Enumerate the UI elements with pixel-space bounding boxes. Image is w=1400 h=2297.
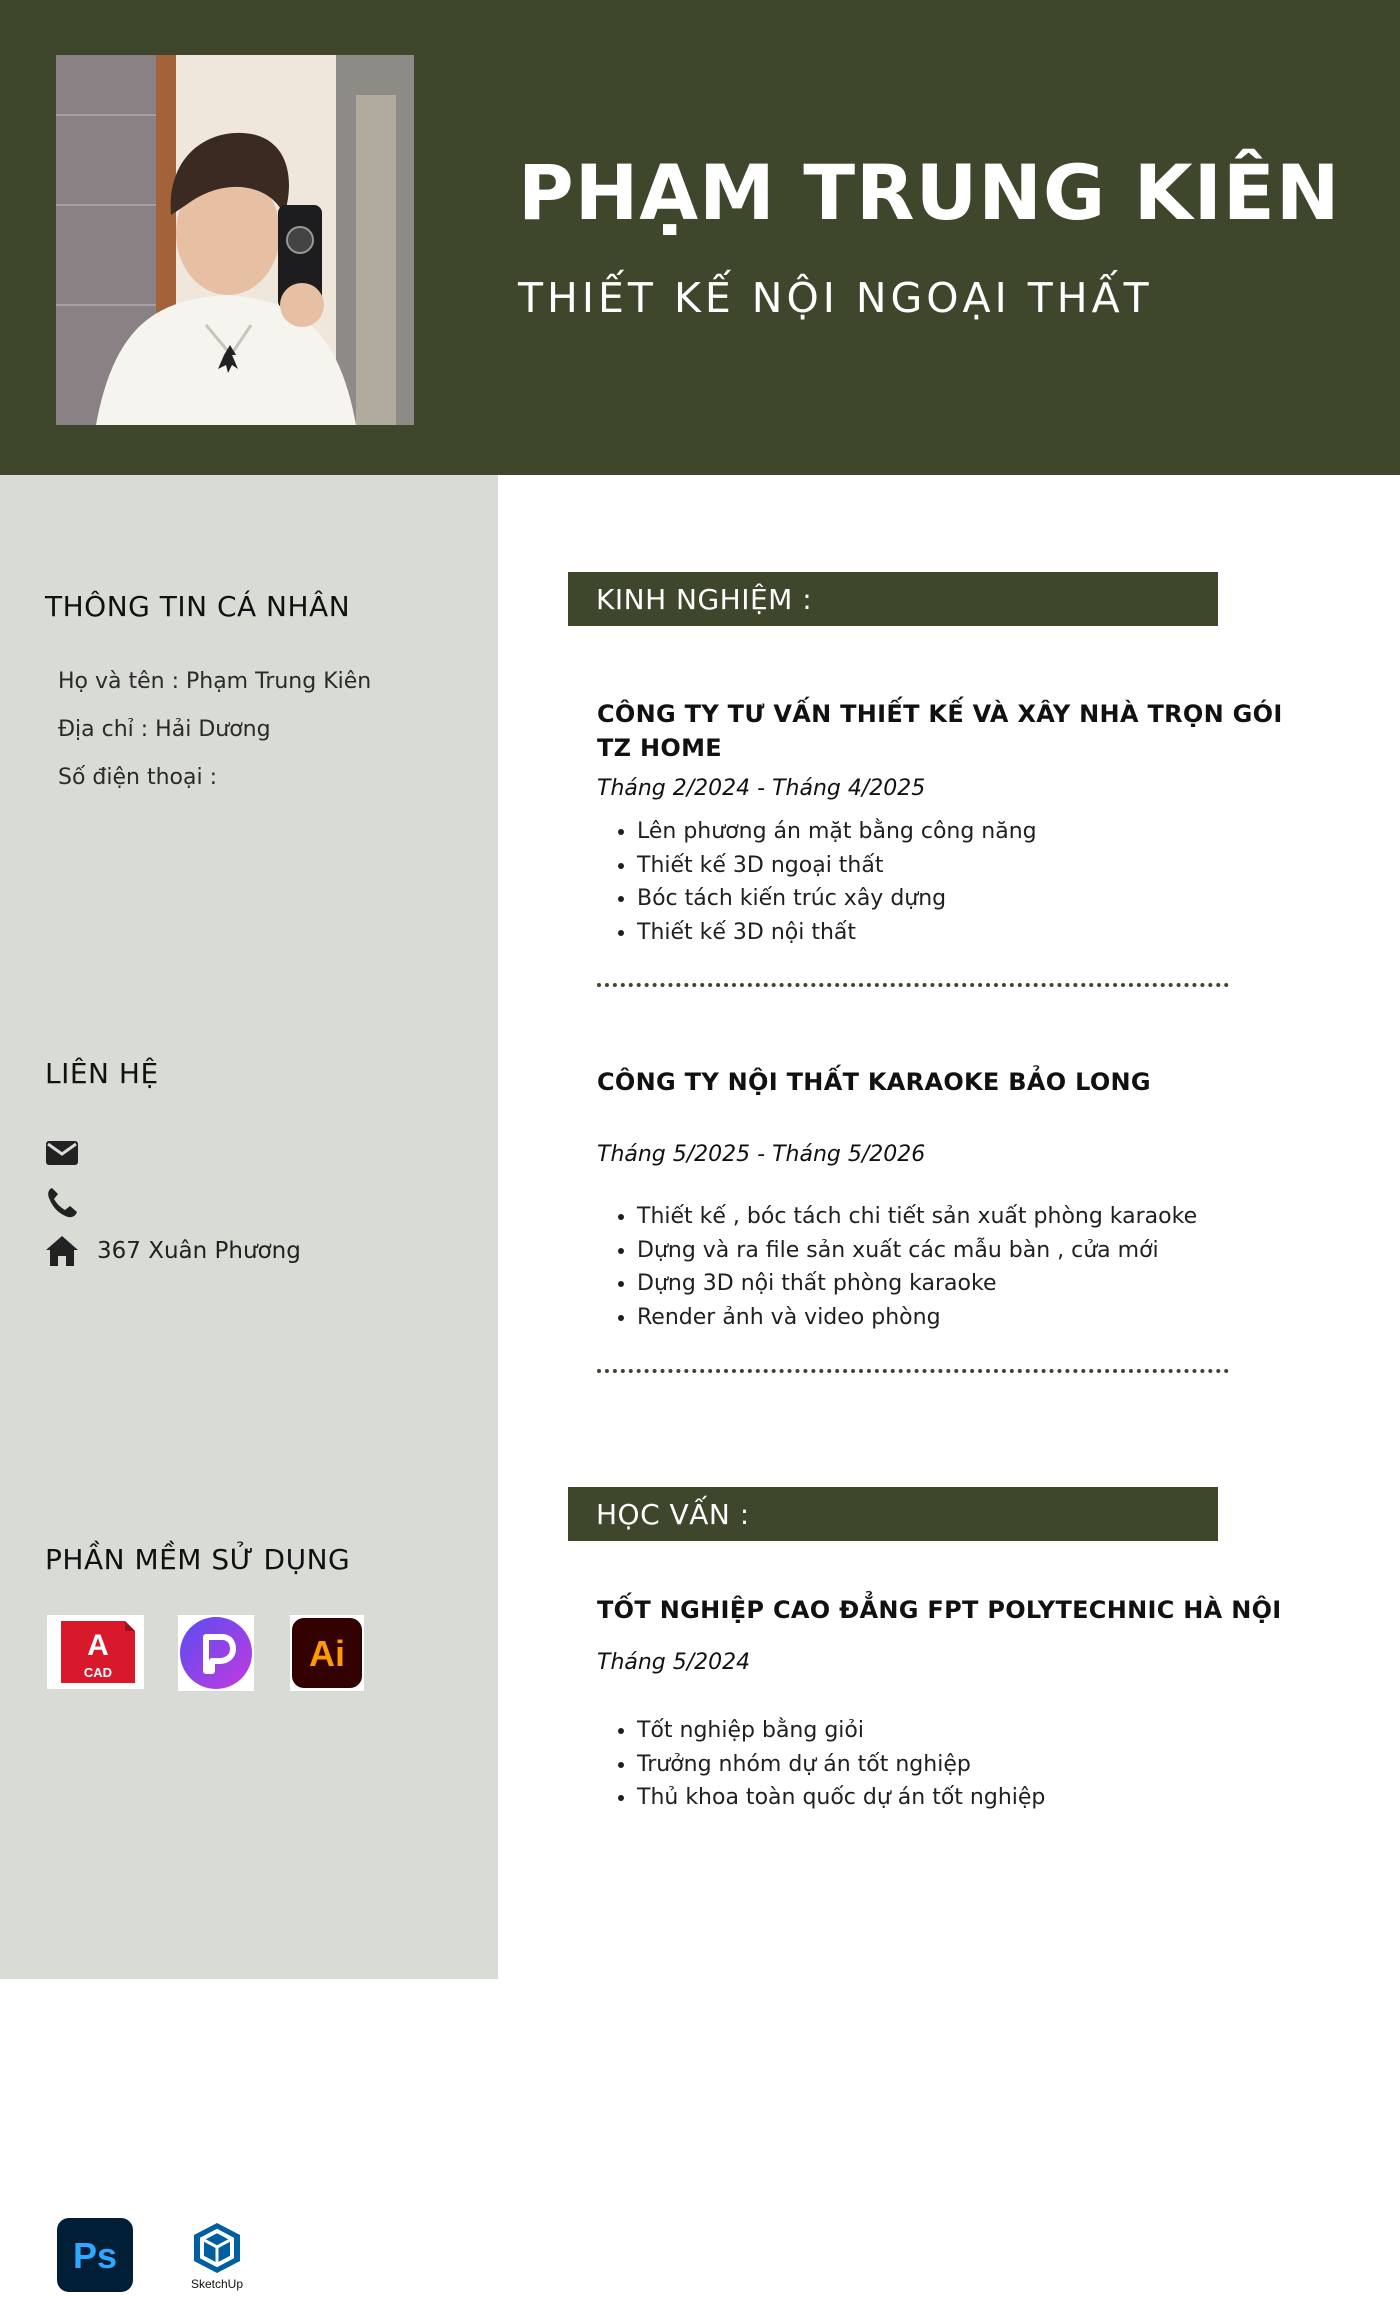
job-2-period: Tháng 5/2025 - Tháng 5/2026 [597,1142,926,1167]
personal-phone-line: Số điện thoại : [58,765,217,790]
sketchup-icon [180,2217,254,2293]
photoshop-icon [57,2218,133,2292]
sidebar [0,475,498,2291]
education-achievements [597,1714,1337,1815]
list-item: • Bóc tách kiến trúc xây dựng [637,882,1337,916]
candidate-name: PHẠM TRUNG KIÊN [518,148,1341,237]
job-1-duties [597,815,1337,949]
profile-photo [56,55,414,425]
header [0,0,1400,475]
personal-address-line: Địa chỉ : Hải Dương [58,717,271,742]
svg-text:CAD: CAD [83,1665,113,1680]
sketchup-label: SketchUp [190,2277,244,2291]
contact-heading: LIÊN HỆ [45,1057,159,1090]
home-icon [45,1234,79,1268]
contact-address-row [45,1233,301,1269]
job-2-company: CÔNG TY NỘI THẤT KARAOKE BẢO LONG [597,1068,1151,1096]
list-item: • Thiết kế 3D nội thất [637,916,1337,950]
list-item: • Dựng 3D nội thất phòng karaoke [637,1267,1337,1301]
list-item: • Render ảnh và video phòng [637,1301,1337,1335]
list-item: • Trưởng nhóm dự án tốt nghiệp [637,1748,1337,1782]
personal-info-heading: THÔNG TIN CÁ NHÂN [45,590,351,623]
list-item: • Thiết kế , bóc tách chi tiết sản xuất phòng karaoke [637,1200,1337,1234]
phone-icon [45,1185,79,1219]
job-title-subtitle: THIẾT KẾ NỘI NGOẠI THẤT [518,274,1153,322]
envelope-icon [45,1136,79,1170]
personal-name-line: Họ và tên : Phạm Trung Kiên [58,669,372,694]
divider [597,1369,1229,1373]
illustrator-icon [290,1615,364,1691]
list-item: • Thủ khoa toàn quốc dự án tốt nghiệp [637,1781,1337,1815]
list-item: • Lên phương án mặt bằng công năng [637,815,1337,849]
list-item: • Tốt nghiệp bằng giỏi [637,1714,1337,1748]
svg-text:Ps: Ps [72,2235,118,2276]
contact-address-value: 367 Xuân Phương [97,1238,301,1264]
education-heading: HỌC VẤN : [568,1487,1218,1541]
education-school: TỐT NGHIỆP CAO ĐẲNG FPT POLYTECHNIC HÀ NỘI [597,1596,1282,1624]
svg-text:Ai: Ai [309,1633,345,1674]
divider [597,983,1229,987]
software-heading: PHẦN MỀM SỬ DỤNG [45,1543,351,1576]
education-period: Tháng 5/2024 [597,1650,751,1675]
contact-email-row [45,1135,97,1171]
svg-text:A: A [87,1629,109,1662]
list-item: • Thiết kế 3D ngoại thất [637,849,1337,883]
autocad-icon [47,1615,144,1689]
list-item: • Dựng và ra file sản xuất các mẫu bàn , cửa mới [637,1234,1337,1268]
job-2-duties [597,1200,1337,1334]
job-1-company: CÔNG TY TƯ VẤN THIẾT KẾ VÀ XÂY NHÀ TRỌN GÓI TZ HOME [597,700,1283,762]
enscape-icon [178,1615,254,1691]
experience-heading: KINH NGHIỆM : [568,572,1218,626]
job-1-period: Tháng 2/2024 - Tháng 4/2025 [597,776,926,801]
contact-phone-row [45,1184,97,1220]
